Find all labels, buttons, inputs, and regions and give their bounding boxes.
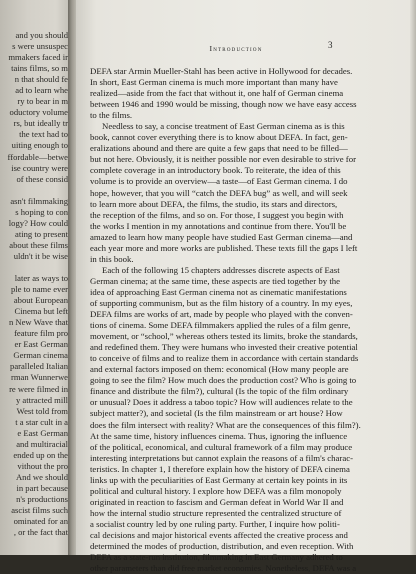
body-line: Needless to say, a concise treatment of East German cinema as is this [102,121,345,132]
left-page-line: ominated for an [13,516,68,527]
left-page-line: tains films, so m [11,63,68,74]
body-line: to the films. [90,110,133,121]
left-page-line: oductory volume [9,107,68,118]
left-page-line: the text had to [19,129,68,140]
left-page-line: ry to bear in m [17,96,68,107]
left-page-line: s hoping to con [15,206,68,217]
body-line: DEFA as a state-run institution, filmmaking in East Germany adhered to [90,552,343,563]
body-line: complete coverage in an introductory book. To reiterate, the idea of this [90,165,341,176]
body-line: links up with the peculiarities of East Germany at certain key points in its [90,474,348,485]
left-page-line: n New Wave that [8,317,68,328]
body-line: the reception of the films, and so on. For those, I suggest you begin with [90,209,344,220]
body-line: DEFA films are works of art, made by people who played with the conven- [90,309,353,320]
left-page-line: ating to present [15,228,68,239]
left-page-line: n that should fe [14,74,68,85]
running-head: Introduction [209,44,263,53]
left-page-line: about these films [9,239,68,250]
left-page [0,0,70,555]
body-line: of supporting communism, but as the film history of a country. In my eyes, [90,297,353,308]
body-line: each year more and more works are published. These texts fill the gaps I left [90,242,358,253]
body-line: In short, East German cinema is much more important than many have [90,77,338,88]
left-page-line: asn't filmmaking [10,195,68,206]
left-page-line: e East German [17,427,68,438]
body-line: teristics. In chapter 1, I therefore explain how the history of DEFA cinema [90,463,350,474]
left-page-line: s were unsuspec [12,41,68,52]
left-page-line: , or the fact that [13,527,68,538]
left-page-line: paralleled Italian [10,361,68,372]
left-page-line: t a star cult in a [15,416,68,427]
left-page-line: in part because [16,482,68,493]
body-line: movement, or “school,” whereas others tested its limits, broke the standards, [90,331,358,342]
left-page-text [0,30,68,538]
left-page-line: West told from [16,405,68,416]
body-line: At the same time, history influences cinema. Thus, ignoring the influence [90,430,348,441]
body-line: finance and distribute the film?), cultural (Is the topic of the film ordinary [90,386,349,397]
left-page-line: ise country were [11,162,68,173]
body-line: book, cannot cover everything there is to know about DEFA. In fact, gen- [90,132,348,143]
body-line: the works I mention in my annotations and continue from there. You'll be [90,220,347,231]
left-page-line: ad to learn whe [15,85,68,96]
body-line: to learn more about DEFA, the films, the studio, its stars and directors, [90,198,338,209]
body-line: of the political, economical, and cultural framework of a film may produce [90,441,353,452]
left-page-line: and multiracial [16,438,68,449]
left-page-line: mmakers faced ir [8,52,68,63]
page-number: 3 [328,40,333,50]
left-page-line: uldn't it be wise [13,250,68,261]
left-page-line: logy? How could [8,217,68,228]
left-page-line: later as ways to [14,273,68,284]
left-page-line: ffordable—betwe [7,151,68,162]
right-page [76,0,416,574]
left-page-line: ascist films such [11,505,68,516]
body-line: subject matter?), and societal (Is the film mainstream or art house? How [90,408,343,419]
left-page-line: of these consid [16,173,68,184]
left-page-line: n's productions [16,493,68,504]
left-page-line: uiting enough to [11,140,68,151]
body-line: between 1946 and 1990 would be missing, though now we have easy access [90,99,357,110]
body-line: amazed to learn how many people have studied East German cinema—and [90,231,353,242]
body-text [90,66,408,574]
left-page-line: rman Wunnerwe [10,372,68,383]
left-page-line: ended up on the [13,449,68,460]
body-line: volume is to provide an overview—a taste—of East German cinema. I do [90,176,348,187]
left-page-line: Cinema but left [14,306,68,317]
left-page-line: rs, but ideally tr [13,118,68,129]
left-page-line: re were filmed in [9,383,68,394]
body-line: realized—aside from the fact that without it, one half of German cinema [90,88,344,99]
left-page-line: German cinema [13,350,68,361]
left-page-line [0,262,68,273]
left-page-line: ple to name ever [10,284,68,295]
body-line: cal decisions and major historical events affected the creative process and [90,529,348,540]
body-line: Each of the following 15 chapters addresses discrete aspects of East [102,264,340,275]
body-line: determined the modes of production, distribution, and even reception. With [90,541,354,552]
left-page-line: y attracted mill [15,394,68,405]
body-line: does the film intersect with reality? What are the consequences of this film?). [90,419,361,430]
left-page-line: about European [13,295,68,306]
body-line: or unusual? Does it address a taboo topic? How will audiences relate to the [90,397,353,408]
left-page-line: feature film pro [14,328,68,339]
body-line: to conceive of films and to realize them in accordance with certain standards [90,353,359,364]
left-page-line [0,185,68,196]
body-line: other parameters than did free market economies. Nonetheless, DEFA was a [90,563,357,574]
body-line: but not here. Obviously, it is neither possible nor even desirable to strive for [90,154,357,165]
body-line: DEFA star Armin Mueller-Stahl has been active in Hollywood for decades. [90,66,353,76]
left-page-line: er East German [14,339,68,350]
body-line: a socialist country led by one ruling party. Further, I inquire how politi- [90,518,340,529]
body-line: eralizations abound and there are quite a few gaps that need to be filled— [90,143,348,154]
body-line: how the internal studio structure represented the centralized structure of [90,507,342,518]
body-line: political and cultural history. I explore how DEFA was a film monopoly [90,485,342,496]
body-line: originated in reaction to fascism and German defeat in World War II and [90,496,344,507]
left-page-line: And we should [15,471,68,482]
body-line: hope, however, that you will “catch the DEFA bug” as well, and will seek [90,187,348,198]
page-edge [410,0,416,555]
body-line: interesting interpretations but cannot explain the reasons of a film's charac- [90,452,354,463]
body-line: going to see the film? How much does the production cost? Who is going to [90,375,357,386]
left-page-line: and you should [15,30,68,40]
body-line: tions of cinema. Some DEFA filmmakers applied the rules of a film genre, [90,320,351,331]
left-page-line: vithout the pro [17,460,68,471]
body-line: and external factors imposed on them: economical (How many people are [90,364,349,375]
body-line: idea of approaching East German cinema not as cinematic manifestations [90,286,347,297]
body-line: German cinema; at the same time, these aspects are tied together by the [90,275,341,286]
body-line: and redefined them. They were humans who invested their creative potential [90,342,358,353]
body-line: in this book. [90,253,134,264]
